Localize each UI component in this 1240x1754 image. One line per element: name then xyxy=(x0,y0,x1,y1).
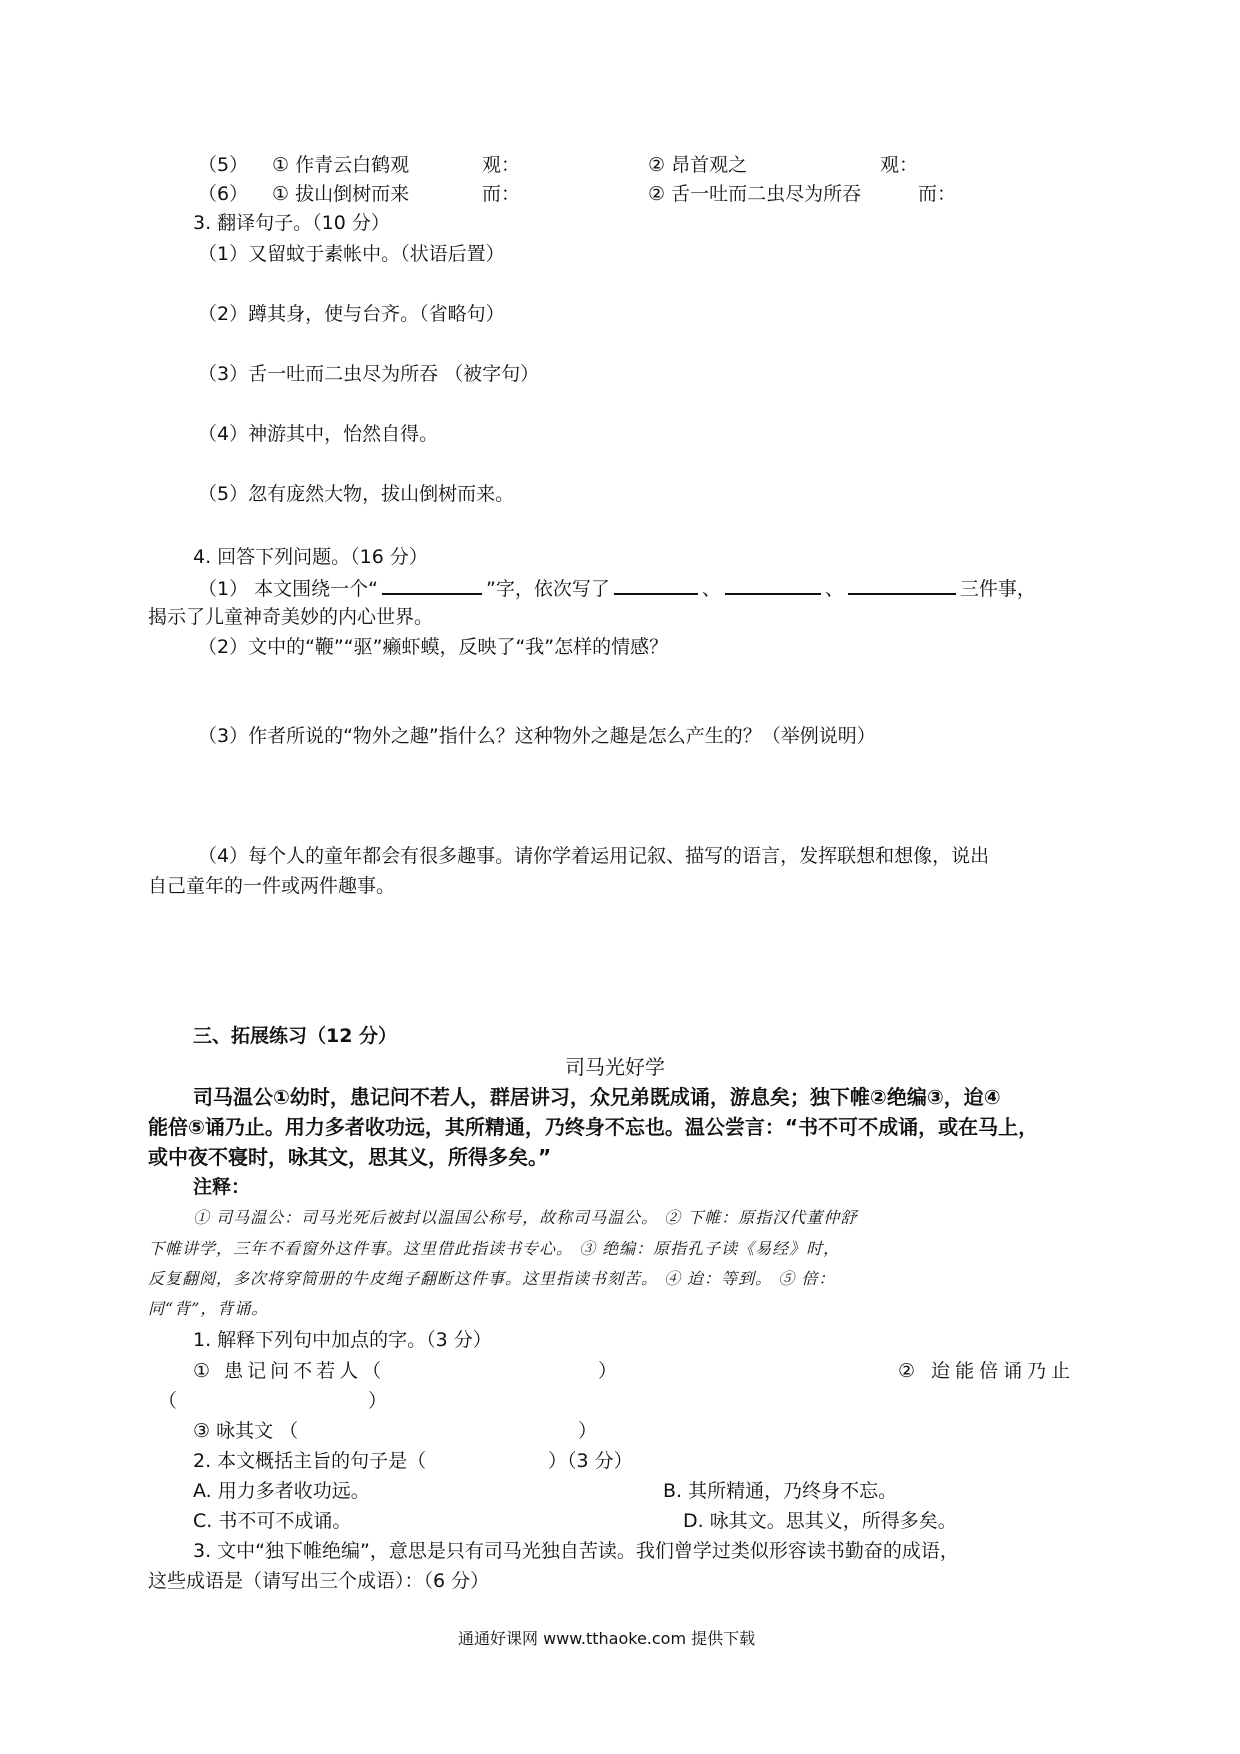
q4-item-4-line-1: （4）每个人的童年都会有很多趣事。请你学着运用记叙、描写的语言，发挥联想和想像，说出 xyxy=(198,845,990,867)
s3-q1-a: ① 患记问不若人（ xyxy=(193,1360,386,1382)
answer-blank-1[interactable] xyxy=(382,575,482,595)
s3-q2-option-b: B. 其所精通，乃终身不忘。 xyxy=(663,1480,898,1502)
q2-row-6-b: ② 舌一吐而二虫尽为所吞 xyxy=(648,183,862,205)
q2-row-6-a-word: 而： xyxy=(482,183,521,205)
notes-label: 注释： xyxy=(193,1176,251,1198)
passage-line-2: 能倍⑤诵乃止。用力多者收功远，其所精通，乃终身不忘也。温公尝言：“书不可不成诵，或在马上， xyxy=(148,1115,1039,1139)
q4-item-4-line-2: 自己童年的一件或两件趣事。 xyxy=(148,875,396,897)
answer-blank-2[interactable] xyxy=(614,575,698,595)
passage-title: 司马光好学 xyxy=(565,1055,665,1079)
q4-item-1-sep-2: 、 xyxy=(824,578,844,600)
passage-line-3: 或中夜不寝时，咏其文，思其义，所得多矣。” xyxy=(148,1145,552,1169)
q4-item-1-sep-1: 、 xyxy=(701,578,721,600)
note-line-3: 反复翻阅，多次将穿简册的牛皮绳子翻断这件事。这里指读书刻苦。 ④ 迨：等到。 ⑤ 倍： xyxy=(148,1269,836,1288)
note-line-1: ① 司马温公：司马光死后被封以温国公称号，故称司马温公。 ② 下帷：原指汉代董仲舒 xyxy=(193,1208,858,1227)
q2-row-6-a: ① 拔山倒树而来 xyxy=(272,183,410,205)
q4-item-1-line-2: 揭示了儿童神奇美妙的内心世界。 xyxy=(148,606,434,628)
q4-item-3: （3）作者所说的“物外之趣”指什么？这种物外之趣是怎么产生的？（举例说明） xyxy=(198,725,876,747)
s3-q2-title-a: 2. 本文概括主旨的句子是（ xyxy=(193,1450,427,1472)
s3-q3-line-1: 3. 文中“独下帷绝编”，意思是只有司马光独自苦读。我们曾学过类似形容读书勤奋的成语， xyxy=(193,1540,959,1562)
s3-q1-title: 1. 解释下列句中加点的字。（3 分） xyxy=(193,1329,492,1351)
q3-title: 3. 翻译句子。（10 分） xyxy=(193,212,390,234)
q2-row-5-b: ② 昂首观之 xyxy=(648,154,748,176)
s3-q2-option-d: D. 咏其文。思其义，所得多矣。 xyxy=(683,1510,957,1532)
s3-q1-a-close: ） xyxy=(598,1360,618,1382)
q2-row-5-a-word: 观： xyxy=(482,154,521,176)
q2-row-6-b-word: 而： xyxy=(918,183,957,205)
q2-row-5-a: ① 作青云白鹤观 xyxy=(272,154,410,176)
q4-item-1-text-c: 三件事， xyxy=(959,578,1036,600)
q4-item-1-text-b: ”字，依次写了 xyxy=(485,578,610,600)
note-line-2: 下帷讲学，三年不看窗外这件事。这里借此指读书专心。 ③ 绝编：原指孔子读《易经》时， xyxy=(148,1239,841,1258)
s3-q3-line-2: 这些成语是（请写出三个成语）：（6 分） xyxy=(148,1570,490,1592)
section-3-heading: 三、拓展练习（12 分） xyxy=(193,1025,398,1047)
q3-item-4: （4）神游其中，怡然自得。 xyxy=(198,423,439,445)
s3-q1-b-close: ） xyxy=(368,1390,388,1412)
passage-line-1: 司马温公①幼时，患记问不若人，群居讲习，众兄弟既成诵，游息矣；独下帷②绝编③，迨④ xyxy=(193,1085,1001,1109)
q4-title: 4. 回答下列问题。（16 分） xyxy=(193,546,428,568)
s3-q1-b: ② 迨能倍诵乃止 xyxy=(898,1360,1076,1382)
answer-blank-4[interactable] xyxy=(848,575,956,595)
q3-item-5: （5）忽有庞然大物，拔山倒树而来。 xyxy=(198,483,515,505)
q2-row-5-num: （5） xyxy=(198,154,249,176)
q2-row-6-num: （6） xyxy=(198,183,249,205)
s3-q2-option-a: A. 用力多者收功远。 xyxy=(193,1480,370,1502)
s3-q2-title-b: ）（3 分） xyxy=(548,1450,633,1472)
q3-item-3: （3）舌一吐而二虫尽为所吞 （被字句） xyxy=(198,363,540,385)
q3-item-1: （1）又留蚊于素帐中。（状语后置） xyxy=(198,243,505,265)
q3-item-2: （2）蹲其身，使与台齐。（省略句） xyxy=(198,303,505,325)
q4-item-1 xyxy=(198,575,1036,601)
s3-q1-c: ③ 咏其文 （ xyxy=(193,1420,299,1442)
q4-item-2: （2）文中的“鞭”“驱”癞虾蟆，反映了“我”怎样的情感？ xyxy=(198,636,669,658)
q4-item-1-text-a: （1） 本文围绕一个“ xyxy=(198,578,378,600)
s3-q1-c-close: ） xyxy=(578,1420,598,1442)
footer-credit: 通通好课网 www.tthaoke.com 提供下载 xyxy=(458,1629,756,1648)
q2-row-5-b-word: 观： xyxy=(880,154,919,176)
note-line-4: 同“背”，背诵。 xyxy=(148,1299,269,1318)
s3-q1-b-open: （ xyxy=(158,1390,178,1412)
s3-q2-option-c: C. 书不可不成诵。 xyxy=(193,1510,352,1532)
answer-blank-3[interactable] xyxy=(725,575,821,595)
